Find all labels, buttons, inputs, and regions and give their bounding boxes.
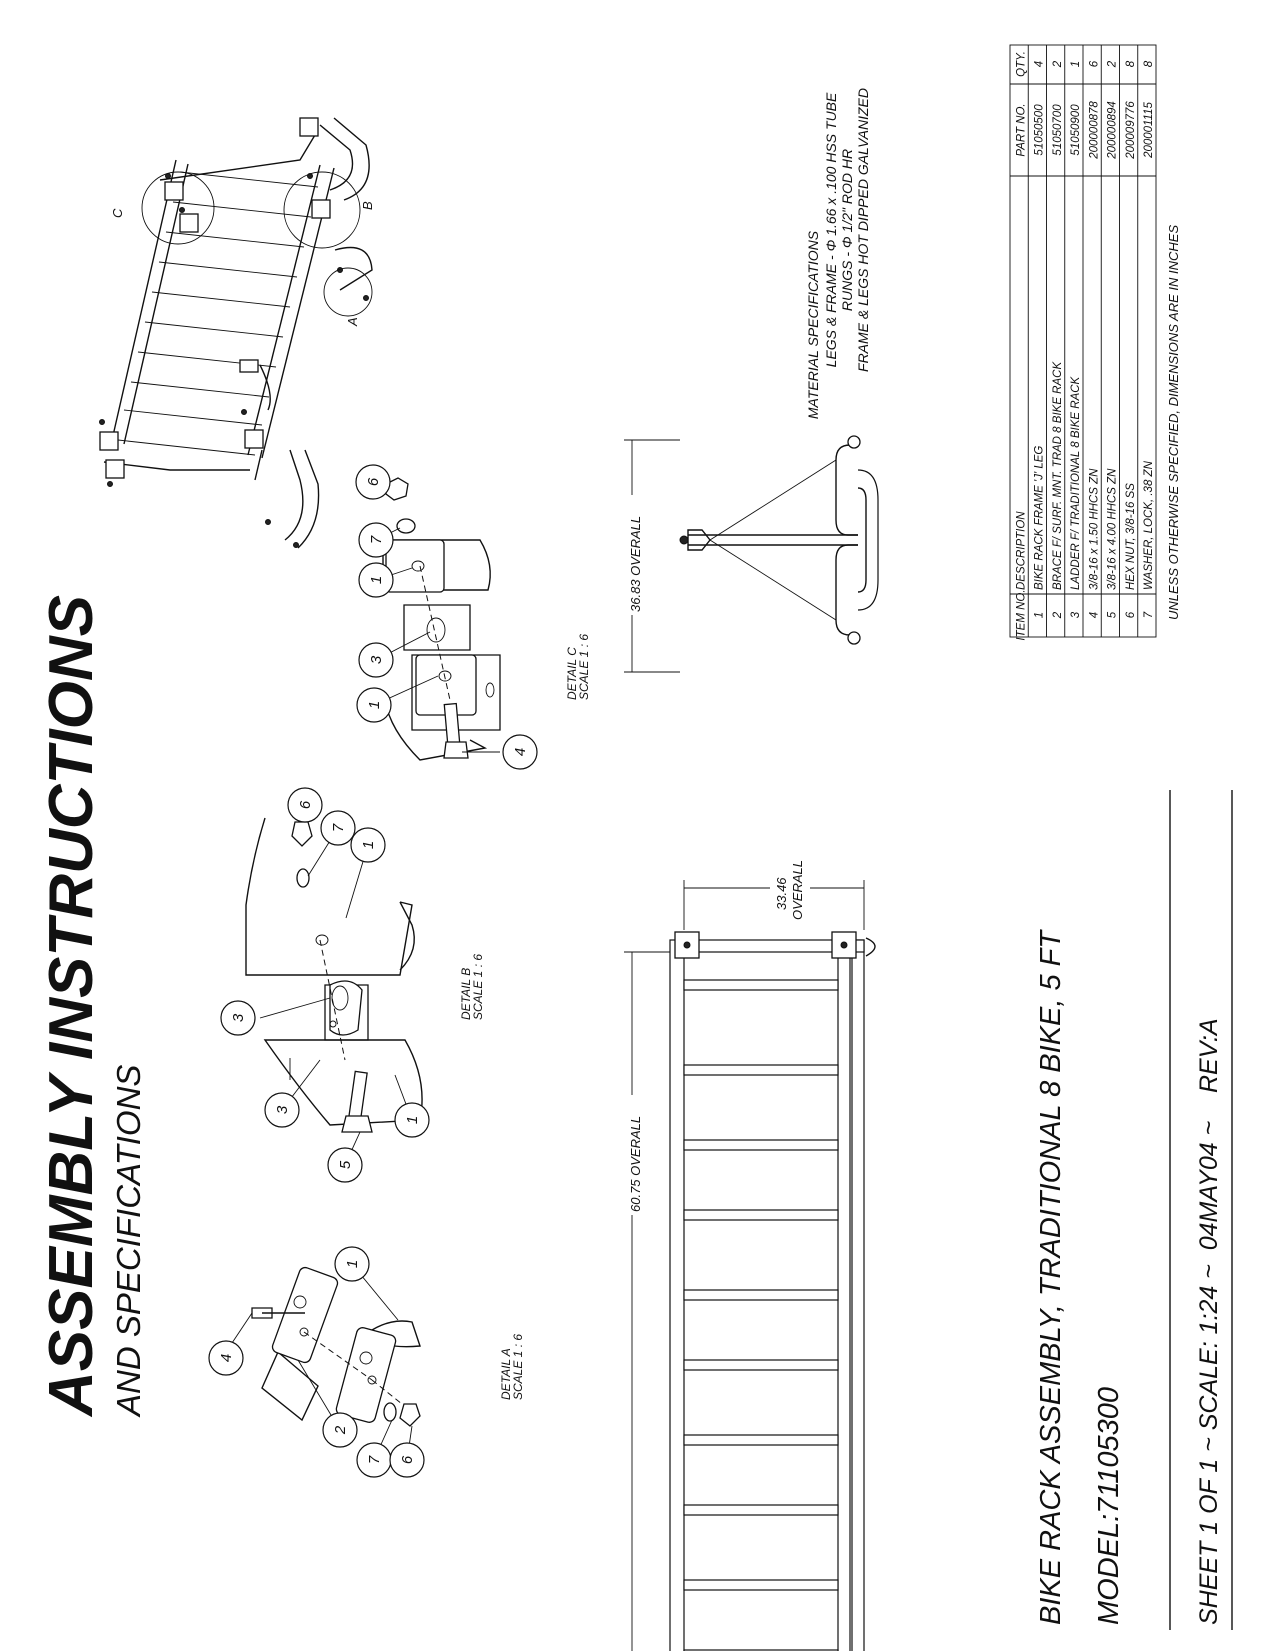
parts-table-cell: 5: [1106, 611, 1119, 619]
balloon-number: 5: [337, 1160, 354, 1170]
dimension-width-label-1: 33.46: [774, 877, 789, 910]
rungs: [118, 172, 318, 455]
top-view-rungs: [684, 980, 838, 1651]
drawing-model: MODEL:71105300: [1093, 1386, 1125, 1625]
balloon-number: 4: [512, 747, 529, 757]
parts-table-cell: 3: [1070, 611, 1082, 619]
balloon-number: 1: [344, 1259, 361, 1269]
balloon-number: 4: [218, 1353, 235, 1363]
balloon-detail-b-3: [351, 828, 385, 862]
detail-a-label: DETAIL A: [499, 1348, 513, 1400]
parts-table-cell: 51050900: [1070, 104, 1082, 156]
parts-table-cell: 2: [1106, 60, 1119, 68]
balloon-detail-c-2: [359, 523, 393, 557]
balloon-number: 6: [297, 800, 314, 810]
detail-b-label: DETAIL B: [459, 967, 473, 1020]
parts-table-cell: HEX NUT, 3/8-16 SS: [1124, 483, 1137, 590]
view-marker-a: A: [345, 317, 360, 326]
title-block: [1035, 790, 1232, 1630]
parts-table-cell: 51050700: [1051, 104, 1064, 156]
balloon-number: 2: [332, 1425, 349, 1435]
parts-table-cell: WASHER, LOCK, .38 ZN: [1143, 461, 1155, 590]
balloon-layer: [209, 465, 537, 1477]
detail-c-drawing: [373, 478, 500, 760]
balloon-number: 1: [368, 575, 385, 585]
balloon-detail-b-1: [288, 788, 322, 822]
balloon-detail-c-5: [357, 688, 391, 722]
material-spec-line-3: FRAME & LEGS HOT DIPPED GALVANIZED: [855, 88, 871, 372]
balloon-number: 1: [360, 840, 377, 850]
parts-table: [1010, 45, 1156, 641]
parts-table-cell: 6: [1124, 611, 1137, 619]
parts-table-cell: 3/8-16 x 1.50 HHCS ZN: [1088, 468, 1101, 590]
balloon-detail-b-6: [395, 1103, 429, 1137]
parts-table-cell: 1: [1070, 60, 1082, 68]
material-spec-line-2: RUNGS - Φ 1/2" ROD HR: [839, 148, 855, 312]
parts-table-cell: 7: [1143, 611, 1155, 619]
material-spec-heading: MATERIAL SPECIFICATIONS: [805, 230, 821, 420]
balloon-detail-a-1: [209, 1341, 243, 1375]
parts-table-cell: 200001115: [1143, 102, 1155, 158]
balloon-detail-c-4: [359, 643, 393, 677]
dimension-height-label: 36.83 OVERALL: [628, 515, 643, 612]
dimension-width: [684, 860, 864, 930]
parts-table-cell: 200000894: [1106, 101, 1119, 159]
sheet-info: SHEET 1 OF 1 ~ SCALE: 1:24 ~ 04MAY04 ~ REV:A: [1195, 1018, 1223, 1625]
parts-table-cell: 8: [1124, 60, 1137, 68]
page-subtitle: AND SPECIFICATIONS: [110, 1064, 147, 1416]
parts-table-cell: 51050500: [1033, 104, 1046, 156]
parts-table-cell: 200000878: [1088, 101, 1101, 159]
detail-a-scale: SCALE 1 : 6: [511, 1333, 525, 1400]
parts-table-cell: 4: [1088, 611, 1101, 619]
balloon-detail-c-3: [359, 563, 393, 597]
drawing-name: BIKE RACK ASSEMBLY, TRADITIONAL 8 BIKE, 5 FT: [1035, 930, 1067, 1625]
isometric-assembly-view: [100, 118, 376, 548]
parts-table-note: UNLESS OTHERWISE SPECIFIED, DIMENSIONS ARE IN INCHES: [1166, 224, 1181, 620]
balloon-detail-a-4: [357, 1443, 391, 1477]
parts-table-header-cell: PART NO.: [1015, 103, 1028, 157]
balloon-number: 1: [404, 1115, 421, 1125]
parts-table-cell: 200009776: [1124, 101, 1137, 159]
balloon-detail-a-3: [323, 1413, 357, 1447]
parts-table-cell: BIKE RACK FRAME 'J' LEG: [1033, 445, 1046, 590]
detail-a-drawing: [222, 1264, 420, 1460]
balloon-detail-b-5: [265, 1093, 299, 1127]
dimension-height: [620, 440, 680, 672]
parts-table-cell: 2: [1051, 611, 1064, 619]
dimension-width-label-2: OVERALL: [790, 860, 805, 920]
parts-table-cell: 1: [1033, 611, 1046, 619]
balloon-detail-b-4: [221, 1001, 255, 1035]
view-marker-c: C: [110, 208, 125, 218]
detail-b-scale: SCALE 1 : 6: [471, 953, 485, 1020]
material-spec-line-1: LEGS & FRAME - Φ 1.66 x .100 HSS TUBE: [823, 92, 839, 368]
balloon-number: 6: [365, 477, 382, 487]
balloon-detail-c-1: [356, 465, 390, 499]
detail-c-scale: SCALE 1 : 6: [577, 633, 591, 700]
parts-table-cell: LADDER F/ TRADITIONAL 8 BIKE RACK: [1070, 376, 1082, 590]
detail-c-label: DETAIL C: [565, 647, 579, 700]
balloon-detail-a-2: [335, 1247, 369, 1281]
balloon-number: 7: [330, 823, 347, 833]
balloon-number: 3: [230, 1013, 247, 1023]
parts-table-cell: 8: [1143, 60, 1155, 68]
parts-table-cell: 2: [1051, 60, 1064, 68]
dimension-length-label: 60.75 OVERALL: [628, 1115, 643, 1212]
balloon-detail-b-2: [321, 811, 355, 845]
balloon-detail-b-7: [328, 1148, 362, 1182]
balloon-number: 3: [368, 655, 385, 665]
parts-table-cell: 4: [1033, 60, 1046, 68]
balloon-number: 7: [366, 1455, 383, 1465]
parts-table-cell: BRACE F/ SURF. MNT. TRAD 8 BIKE RACK: [1051, 361, 1064, 590]
balloon-number: 3: [274, 1105, 291, 1115]
balloon-number: 1: [366, 700, 383, 710]
balloon-detail-c-6: [503, 735, 537, 769]
parts-table-header-cell: DESCRIPTION: [1015, 511, 1028, 590]
parts-table-cell: 3/8-16 x 4.00 HHCS ZN: [1106, 468, 1119, 590]
material-specifications: [805, 88, 871, 419]
parts-table-header-cell: QTY.: [1015, 51, 1028, 77]
balloon-number: 6: [399, 1455, 416, 1465]
view-marker-b: B: [360, 201, 375, 210]
parts-table-cell: 6: [1088, 60, 1101, 68]
dimension-length: [620, 952, 670, 1651]
page-title: ASSEMBLY INSTRUCTIONS: [37, 595, 106, 1416]
top-view-drawing: [670, 932, 875, 1651]
side-view-drawing: [680, 436, 878, 644]
parts-table-header-cell: ITEM NO.: [1015, 589, 1028, 641]
balloon-detail-a-5: [390, 1443, 424, 1477]
title-group: [37, 595, 147, 1418]
balloon-number: 7: [368, 535, 385, 545]
